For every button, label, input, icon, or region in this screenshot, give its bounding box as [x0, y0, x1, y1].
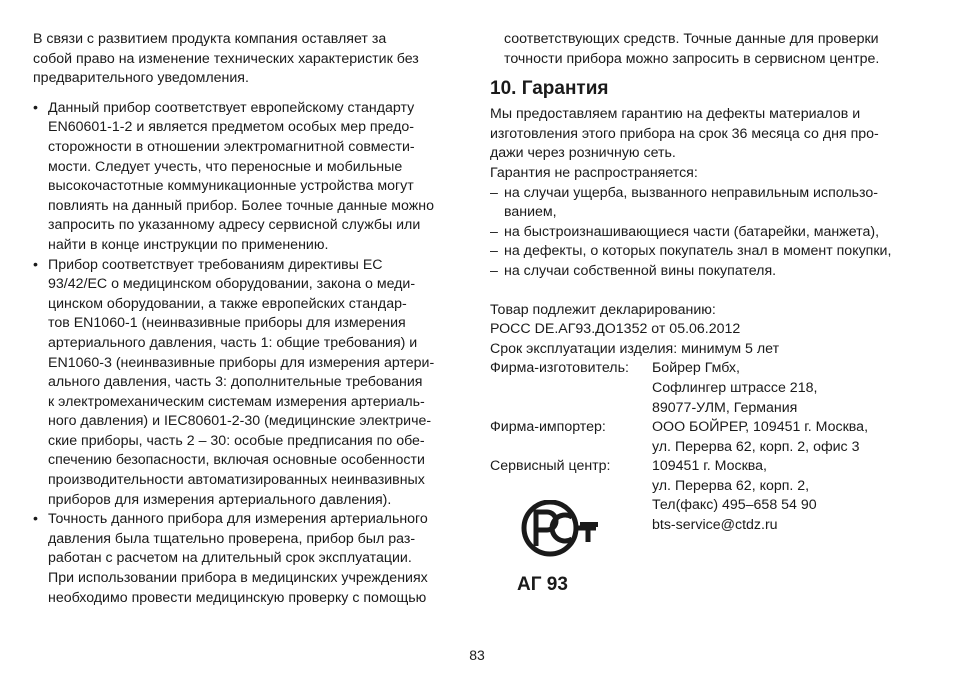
text-line: bts-service@ctdz.ru [652, 517, 778, 534]
contact-label: Сервисный центр: [490, 458, 611, 475]
text-line: артериального давления, часть 1: общие требования) и [48, 334, 418, 351]
page-number: 83 [469, 647, 485, 663]
text-line: к электромеханическим системам измерения артериаль- [48, 393, 425, 410]
contact-value [652, 359, 817, 418]
text-line: цинском оборудовании, а также европейских стандар- [48, 295, 407, 312]
right-column [490, 30, 930, 536]
contact-row-manufacturer [490, 359, 930, 418]
continuation-paragraph [490, 30, 930, 69]
text-line: ул. Перерва 62, корп. 2, [652, 477, 810, 494]
text-line: высокочастотные коммуникационные устройства могут [48, 178, 414, 195]
text-line: – на быстроизнашивающиеся части (батарейки, манжета), [504, 223, 880, 240]
text-line: ванием, [504, 204, 557, 221]
contact-label: Фирма-изготовитель: [490, 360, 629, 377]
text-line: мости. Следует учесть, что переносные и мобильные [48, 158, 403, 175]
text-line: Гарантия не распространяется: [490, 164, 698, 181]
text-line: сторожности в отношении электромагнитной совмести- [48, 138, 415, 155]
text-line: тов EN1060-1 (неинвазивные приборы для измерения [48, 315, 406, 332]
bullet-item-directive [33, 256, 473, 511]
text-line: найти в конце инструкции по применению. [48, 236, 329, 253]
text-line: необходимо провести медицинскую проверку с помощью [48, 589, 427, 606]
text-line: 93/42/EC о медицинском оборудовании, закона о меди- [48, 276, 416, 293]
text-line: повлиять на данный прибор. Более точные данные можно [48, 197, 434, 214]
text-line: ного давления) и IEC80601-2-30 (медицинские электриче- [48, 413, 432, 430]
text-line: Срок эксплуатации изделия: минимум 5 лет [490, 340, 780, 357]
text-line: ООО БОЙРЕР, 109451 г. Москва, [652, 419, 869, 436]
intro-paragraph [33, 30, 473, 89]
text-line: ального давления, часть 3: дополнительные требования [48, 374, 423, 391]
text-line: Софлингер штрассе 218, [652, 379, 818, 396]
left-column [33, 30, 473, 608]
rst-certification-icon [514, 500, 604, 595]
contact-value [652, 457, 817, 535]
contact-row-importer [490, 418, 930, 457]
text-line: ул. Перерва 62, корп. 2, офис 3 [652, 438, 860, 455]
text-line: РОСС DE.АГ93.ДО1352 от 05.06.2012 [490, 321, 741, 338]
text-line: • Данный прибор соответствует европейскому стандарту [48, 99, 415, 116]
contact-label: Фирма-импортер: [490, 419, 606, 436]
text-line: • Точность данного прибора для измерения артериального [48, 511, 428, 528]
exclusion-list [490, 184, 930, 282]
text-line: При использовании прибора в медицинских учреждениях [48, 570, 428, 587]
text-line: собой право на изменение технических характеристик без [33, 50, 419, 67]
text-line: спечению безопасности, включая основные особенности [48, 452, 425, 469]
exclusion-item [490, 262, 930, 282]
exclusion-item [490, 223, 930, 243]
certification-logo [514, 500, 604, 595]
text-line: соответствующих средств. Точные данные для проверки [504, 31, 879, 47]
bullet-item-emc [33, 99, 473, 256]
exclusion-item [490, 242, 930, 262]
text-line: Тел(факс) 495–658 54 90 [652, 497, 817, 514]
text-line: предварительного уведомления. [33, 70, 249, 87]
text-line: производительности автоматизированных неинвазивных [48, 472, 425, 489]
text-line: EN1060-3 (неинвазивные приборы для измерения артери- [48, 354, 435, 371]
text-line: Мы предоставляем гарантию на дефекты материалов и [490, 106, 861, 123]
text-line: • Прибор соответствует требованиям директивы ЕС [48, 256, 383, 273]
section-heading-warranty: 10. Гарантия [490, 78, 609, 100]
contact-value [652, 418, 868, 457]
text-line: 89077-УЛМ, Германия [652, 399, 798, 416]
text-line: Товар подлежит декларированию: [490, 301, 716, 318]
text-line: давления была тщательно проверена, прибор был раз- [48, 530, 416, 547]
text-line: работан с расчетом на длительный срок эксплуатации. [48, 550, 412, 567]
exclusion-item [490, 184, 930, 223]
text-line: – на случаи ущерба, вызванного неправильным использо- [504, 184, 878, 201]
text-line: ские приборы, часть 2 – 30: особые предписания по обе- [48, 432, 425, 449]
bullet-item-accuracy [33, 510, 473, 608]
text-line: дажи через розничную сеть. [490, 145, 676, 162]
declaration-block [490, 301, 930, 360]
text-line: В связи с развитием продукта компания оставляет за [33, 31, 387, 47]
text-line: изготовления этого прибора на срок 36 месяца со дня про- [490, 125, 879, 142]
text-line: 109451 г. Москва, [652, 458, 767, 475]
text-line: запросить по указанному адресу сервисной службы или [48, 217, 421, 234]
text-line: – на дефекты, о которых покупатель знал в момент покупки, [504, 243, 892, 260]
text-line: – на случаи собственной вины покупателя. [504, 262, 777, 279]
warranty-paragraph [490, 105, 930, 183]
text-line: приборов для измерения артериального давления). [48, 491, 392, 508]
text-line: точности прибора можно запросить в сервисном центре. [504, 50, 880, 67]
text-line: EN60601-1-2 и является предметом особых мер предо- [48, 119, 414, 136]
logo-caption: АГ 93 [517, 574, 568, 595]
text-line: Бойрер Гмбх, [652, 360, 740, 377]
